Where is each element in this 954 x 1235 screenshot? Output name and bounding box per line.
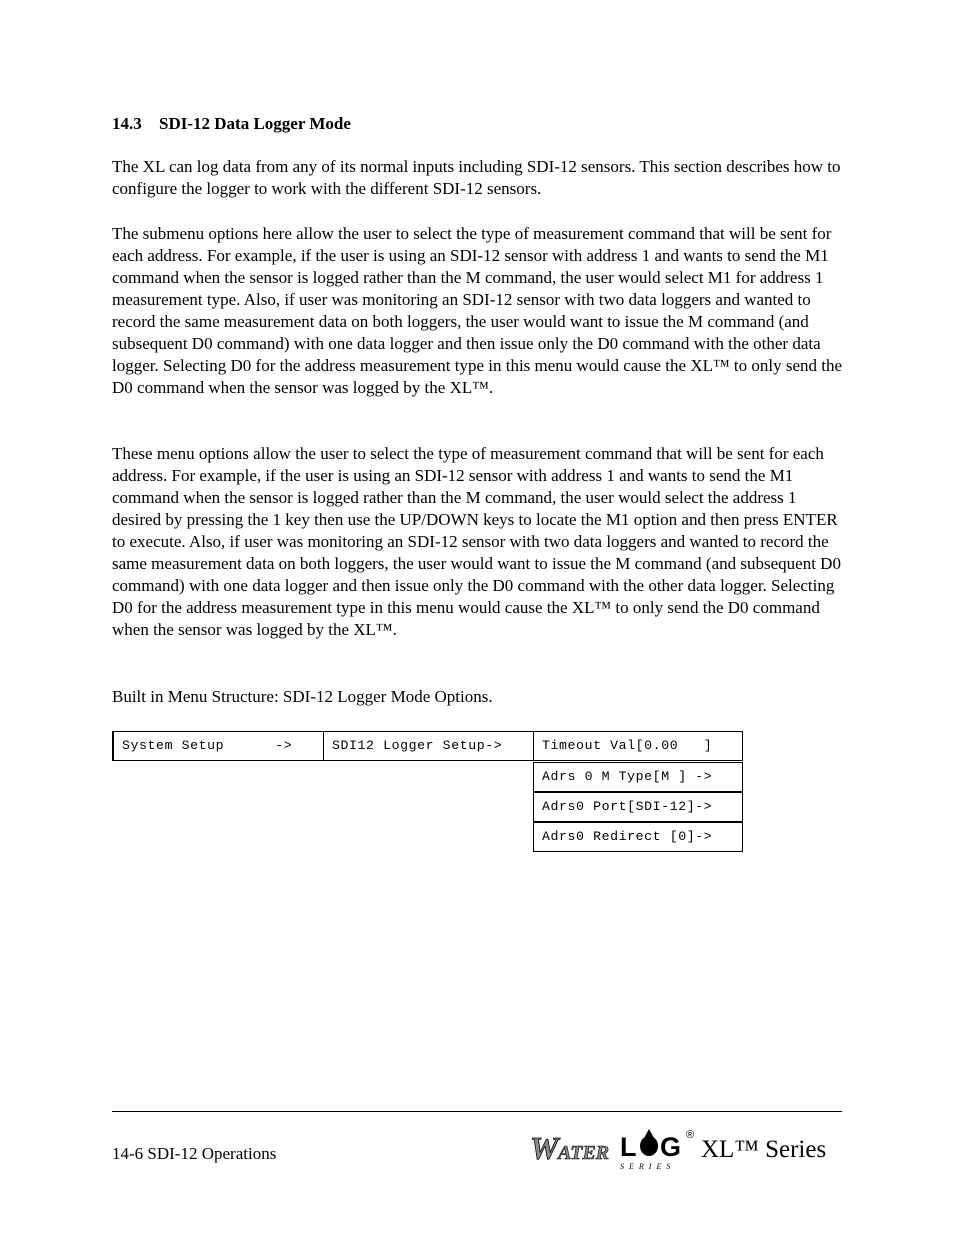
svg-text:L: L — [620, 1132, 637, 1162]
waterlog-logo — [528, 1124, 698, 1172]
svg-text:SERIES: SERIES — [620, 1162, 676, 1171]
menu-option-adrs-port: Adrs0 Port[SDI-12]-> — [533, 792, 743, 822]
footer-divider — [112, 1111, 842, 1112]
paragraph-menu-options: These menu options allow the user to select the type of measurement command that will be sent for each address. For example, if the user is using an SDI-12 sensor with address 1 and wants to send the M1 command when the sensor is logged rather than the M command, the user would select the address 1 desired by pressing the 1 key then use the UP/DOWN keys to locate the M1 option and then press ENTER to execute. Also, if user was monitoring an SDI-12 sensor with two data loggers and wanted to record the same measurement data on both loggers, the user would want to issue the M command (and subsequent D0 command) with one data logger and then issue only the D0 command with the other data logger. Selecting D0 for the address measurement type in this menu would cause the XL™ to only send the D0 command when the sensor was logged by the XL™. — [112, 444, 841, 639]
footer-page-label: 14-6 SDI-12 Operations — [112, 1144, 277, 1163]
menu-option-adrs-redirect: Adrs0 Redirect [0]-> — [533, 822, 743, 852]
paragraph-menu-structure-caption: Built in Menu Structure: SDI-12 Logger Mode Options. — [112, 687, 493, 706]
paragraph-intro: The XL can log data from any of its normal inputs including SDI-12 sensors. This section describes how to configure the logger to work with the different SDI-12 sensors. — [112, 157, 841, 198]
menu-item-system-setup: System Setup -> — [112, 731, 324, 761]
menu-item-sdi12-logger-setup: SDI12 Logger Setup-> — [323, 731, 535, 761]
section-number: 14.3 — [112, 114, 142, 133]
paragraph-submenu-options: The submenu options here allow the user to select the type of measurement command that will be sent for each address. For example, if the user is using an SDI-12 sensor with address 1 and wants to send the M1 command when the sensor is logged rather than the M command, the user would select M1 for address 1 measurement type. Also, if user was monitoring an SDI-12 sensor with two data loggers and wanted to record the same measurement data on both loggers, the user would want to issue the M command (and subsequent D0 command) with one data logger and then issue only the D0 command with the other data logger. Selecting D0 for the address measurement type in this menu would cause the XL™ to only send the D0 command when the sensor was logged by the XL™. — [112, 224, 843, 397]
svg-text:ATER: ATER — [558, 1142, 610, 1164]
footer-series-title: XL™ Series — [701, 1136, 827, 1163]
svg-text:G: G — [660, 1132, 682, 1162]
menu-option-timeout: Timeout Val[0.00 ] — [533, 731, 743, 761]
section-heading — [112, 114, 351, 134]
svg-text:W: W — [530, 1130, 559, 1166]
section-title: SDI-12 Data Logger Mode — [159, 114, 351, 133]
menu-option-adrs-m-type: Adrs 0 M Type[M ] -> — [533, 762, 743, 792]
svg-text:®: ® — [686, 1129, 695, 1141]
